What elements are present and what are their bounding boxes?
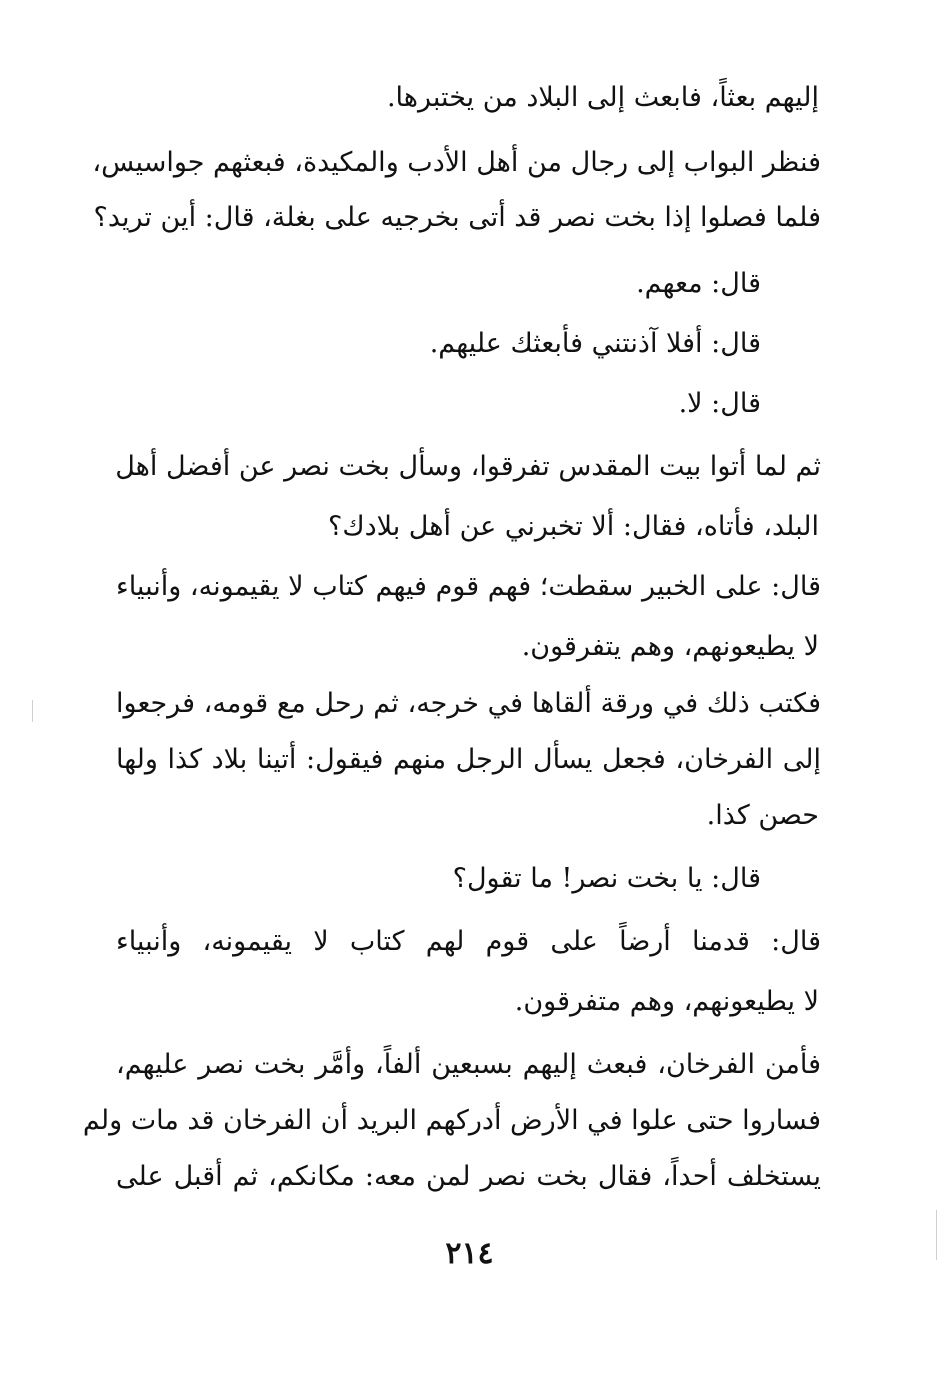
scan-edge-mark-left (32, 700, 33, 722)
text-line-8: البلد، فأتاه، فقال: ألا تخبرني عن أهل بلادك؟ (327, 511, 819, 542)
text-line-18: فساروا حتى علوا في الأرض أدركهم البريد أن الفرخان قد مات ولم (82, 1105, 821, 1136)
page-number: ٢١٤ (445, 1236, 494, 1271)
text-line-14: قال: يا بخت نصر! ما تقول؟ (452, 863, 761, 894)
text-line-11: فكتب ذلك في ورقة ألقاها في خرجه، ثم رحل مع قومه، فرجعوا (116, 688, 822, 719)
text-line-3: فلما فصلوا إذا بخت نصر قد أتى بخرجيه على بغلة، قال: أين تريد؟ (93, 202, 821, 233)
text-line-12: إلى الفرخان، فجعل يسأل الرجل منهم فيقول: أتينا بلاد كذا ولها (116, 744, 821, 775)
text-line-9: قال: على الخبير سقطت؛ فهم قوم فيهم كتاب لا يقيمونه، وأنبياء (116, 571, 821, 602)
text-line-5: قال: أفلا آذنتني فأبعثك عليهم. (429, 328, 761, 359)
text-line-13: حصن كذا. (706, 800, 819, 831)
text-line-17: فأمن الفرخان، فبعث إليهم بسبعين ألفاً، وأمَّر بخت نصر عليهم، (116, 1049, 821, 1080)
text-line-6: قال: لا. (678, 388, 761, 419)
text-line-2: فنظر البواب إلى رجال من أهل الأدب والمكيدة، فبعثهم جواسيس، (92, 147, 821, 178)
text-line-4: قال: معهم. (636, 268, 761, 299)
text-line-1: إليهم بعثاً، فابعث إلى البلاد من يختبرها. (386, 82, 819, 113)
text-line-10: لا يطيعونهم، وهم يتفرقون. (521, 631, 819, 662)
text-line-7: ثم لما أتوا بيت المقدس تفرقوا، وسأل بخت نصر عن أفضل أهل (115, 451, 821, 482)
text-line-19: يستخلف أحداً، فقال بخت نصر لمن معه: مكانكم، ثم أقبل على (116, 1161, 821, 1192)
text-line-15: قال: قدمنا أرضاً على قوم لهم كتاب لا يقيمونه، وأنبياء (116, 926, 821, 957)
scan-edge-mark-right (936, 1210, 937, 1260)
text-line-16: لا يطيعونهم، وهم متفرقون. (514, 986, 819, 1017)
